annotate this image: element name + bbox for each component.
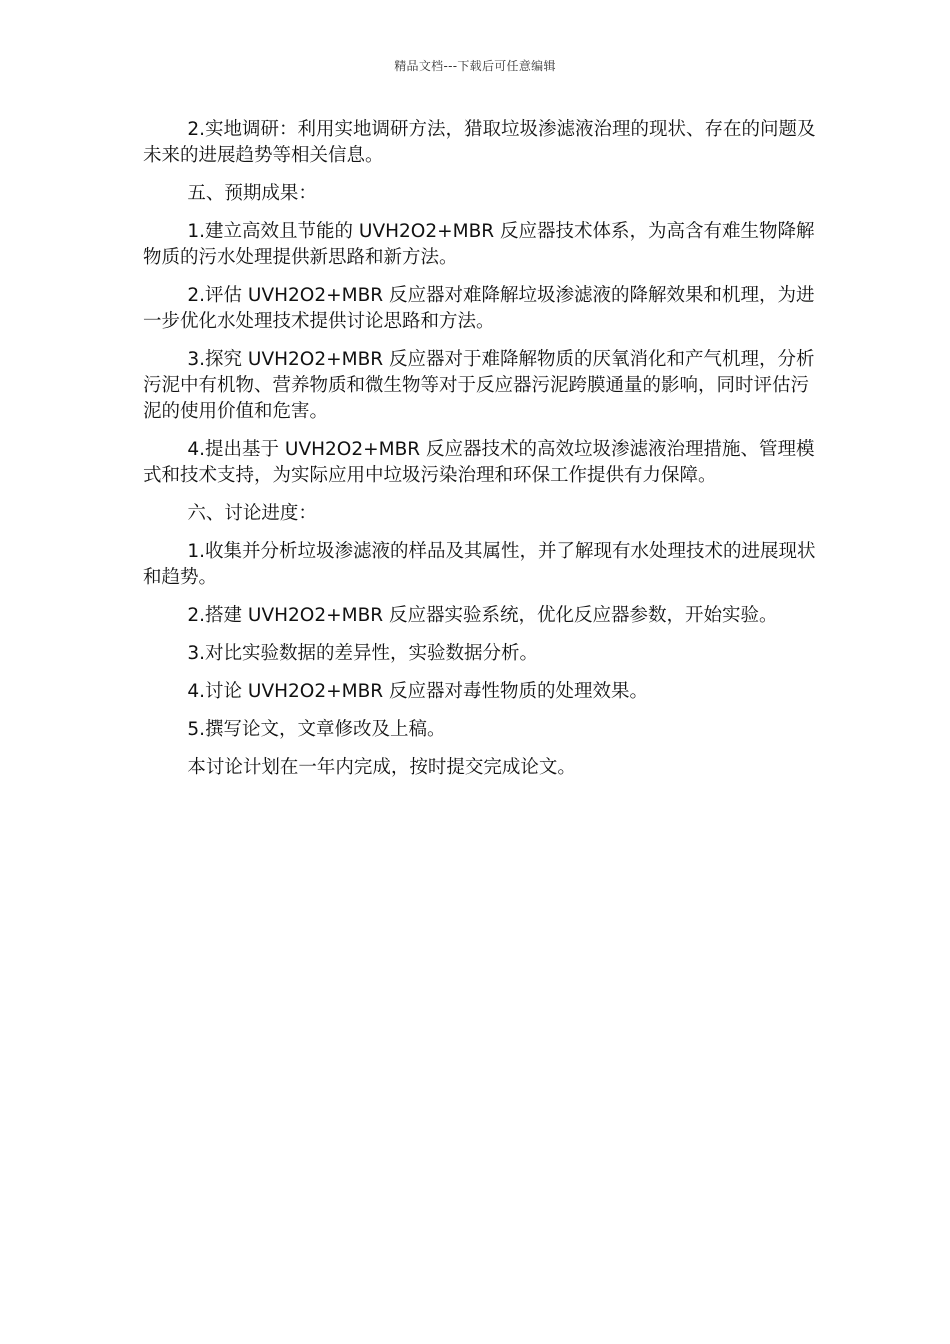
section-heading-expected-results: 五、预期成果： [187,183,317,204]
page-header: 精品文档---下载后可任意编辑 [394,59,556,73]
paragraph-schedule-5: 5.撰写论文，文章修改及上稿。 [187,719,446,740]
paragraph-schedule-2: 2.搭建 UVH2O2+MBR 反应器实验系统，优化反应器参数，开始实验。 [187,605,778,626]
paragraph-schedule-4: 4.讨论 UVH2O2+MBR 反应器对毒性物质的处理效果。 [187,681,649,702]
paragraph-field-research: 2.实地调研：利用实地调研方法，猎取垃圾渗滤液治理的现状、存在的问题及未来的进展趋势等相关信息。 [143,119,816,166]
paragraph-schedule-1: 1.收集并分析垃圾渗滤液的样品及其属性，并了解现有水处理技术的进展现状和趋势。 [143,541,816,588]
section-heading-schedule: 六、讨论进度： [187,503,317,524]
paragraph-result-2: 2.评估 UVH2O2+MBR 反应器对难降解垃圾渗滤液的降解效果和机理，为进一步优化水处理技术提供讨论思路和方法。 [143,285,815,332]
paragraph-schedule-3: 3.对比实验数据的差异性，实验数据分析。 [187,643,539,664]
paragraph-result-3: 3.探究 UVH2O2+MBR 反应器对于难降解物质的厌氧消化和产气机理，分析污泥中有机物、营养物质和微生物等对于反应器污泥跨膜通量的影响，同时评估污泥的使用价值和危害。 [143,349,815,422]
paragraph-result-4: 4.提出基于 UVH2O2+MBR 反应器技术的高效垃圾渗滤液治理措施、管理模式和技术支持，为实际应用中垃圾污染治理和环保工作提供有力保障。 [143,439,815,486]
document-body [143,117,819,793]
paragraph-closing: 本讨论计划在一年内完成，按时提交完成论文。 [187,757,576,778]
paragraph-result-1: 1.建立高效且节能的 UVH2O2+MBR 反应器技术体系，为高含有难生物降解物质的污水处理提供新思路和新方法。 [143,221,815,268]
